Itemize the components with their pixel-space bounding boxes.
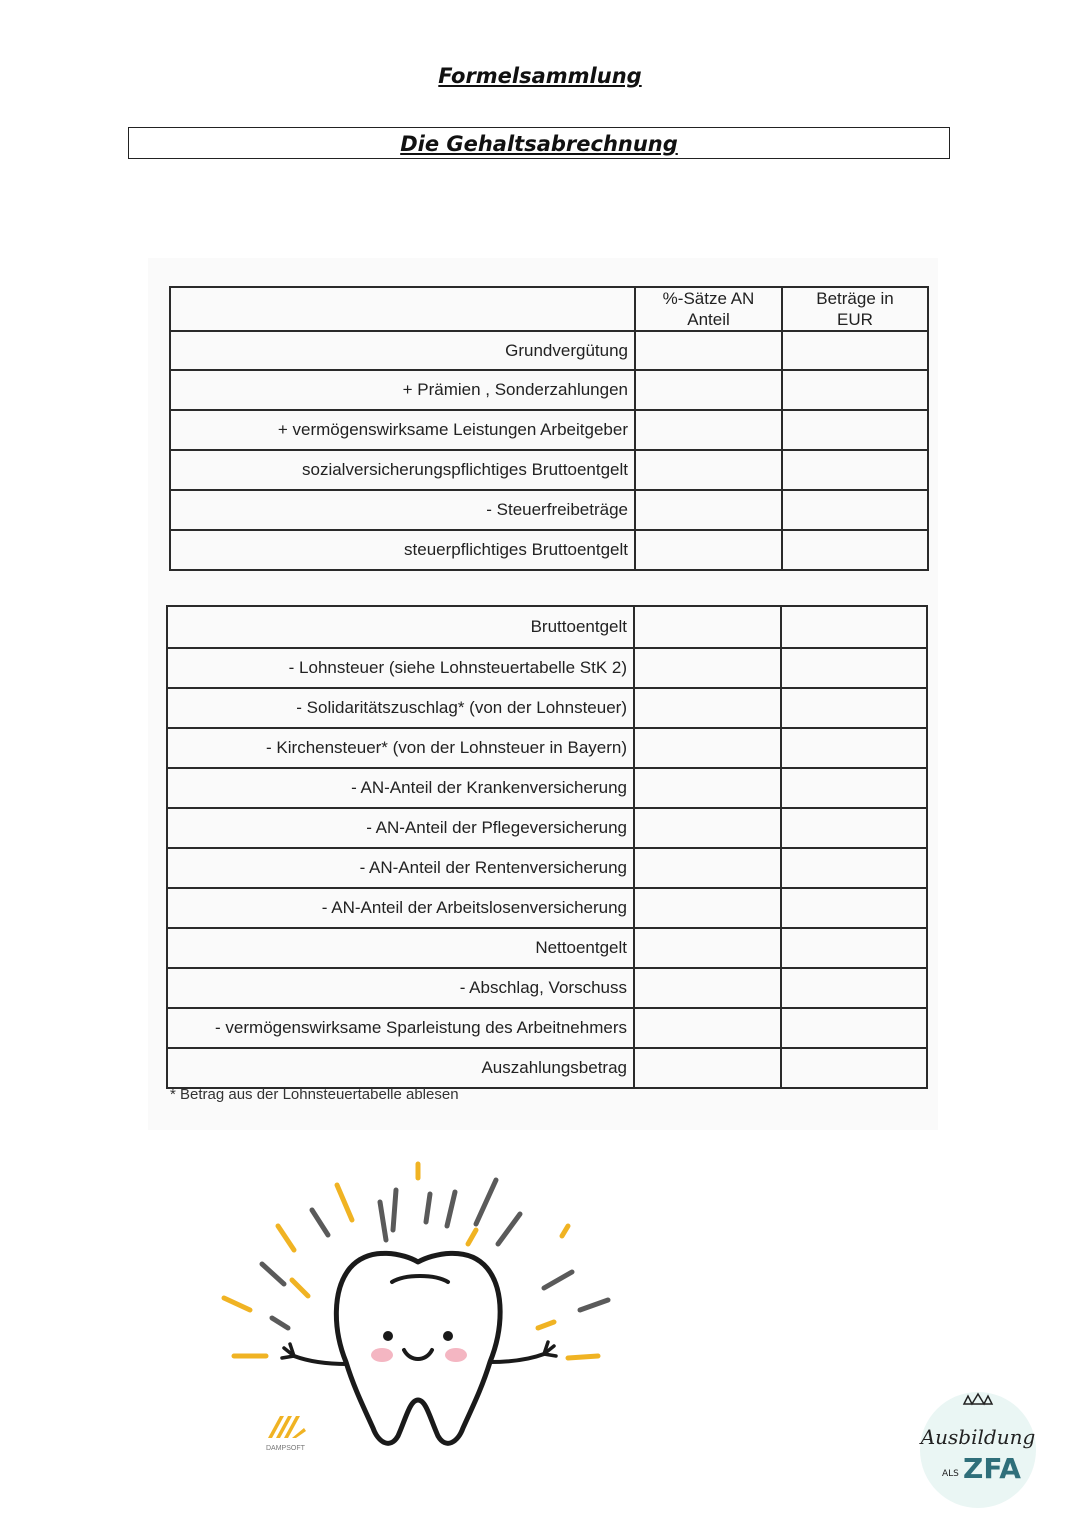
amount-cell[interactable]	[781, 808, 927, 848]
table-row	[167, 968, 927, 1008]
row-label: - AN-Anteil der Arbeitslosenversicherung	[167, 888, 634, 928]
footnote: * Betrag aus der Lohnsteuertabelle ablesen	[170, 1086, 459, 1103]
amount-cell[interactable]	[782, 370, 928, 410]
row-label: - AN-Anteil der Krankenversicherung	[167, 768, 634, 808]
amount-cell[interactable]	[782, 490, 928, 530]
right-arm	[490, 1354, 544, 1362]
row-label: Auszahlungsbetrag	[167, 1048, 634, 1088]
table-row	[167, 1048, 927, 1088]
amount-cell[interactable]	[781, 848, 927, 888]
amount-cell[interactable]	[781, 728, 927, 768]
percent-cell[interactable]	[634, 688, 781, 728]
row-label: - AN-Anteil der Pflegeversicherung	[167, 808, 634, 848]
net-salary-table	[166, 605, 928, 1089]
table-row	[167, 1008, 927, 1048]
amount-cell[interactable]	[782, 331, 928, 370]
row-label: sozialversicherungspflichtiges Bruttoentgelt	[170, 450, 635, 490]
row-label: + vermögenswirksame Leistungen Arbeitgeber	[170, 410, 635, 450]
table-row	[167, 768, 927, 808]
row-label: - Solidaritätszuschlag* (von der Lohnsteuer)	[167, 688, 634, 728]
right-hand	[544, 1342, 556, 1356]
table-row	[167, 688, 927, 728]
table-row	[167, 928, 927, 968]
percent-cell[interactable]	[634, 808, 781, 848]
percent-cell[interactable]	[634, 928, 781, 968]
amount-cell[interactable]	[781, 1048, 927, 1088]
percent-cell[interactable]	[634, 648, 781, 688]
table-header-row	[170, 287, 928, 331]
logo-text-als: ALS	[942, 1469, 959, 1479]
table-row	[167, 888, 927, 928]
row-label: - Steuerfreibeträge	[170, 490, 635, 530]
amount-cell[interactable]	[781, 688, 927, 728]
tooth-body	[336, 1253, 500, 1443]
percent-cell[interactable]	[635, 450, 782, 490]
row-label: + Prämien , Sonderzahlungen	[170, 370, 635, 410]
table-row	[170, 490, 928, 530]
row-label: steuerpflichtiges Bruttoentgelt	[170, 530, 635, 570]
percent-cell[interactable]	[634, 1008, 781, 1048]
percent-cell[interactable]	[634, 1048, 781, 1088]
row-label: - Abschlag, Vorschuss	[167, 968, 634, 1008]
right-cheek	[445, 1348, 467, 1362]
amount-cell[interactable]	[781, 768, 927, 808]
row-label: - vermögenswirksame Sparleistung des Arbeitnehmers	[167, 1008, 634, 1048]
table-row	[170, 530, 928, 570]
percent-cell[interactable]	[635, 410, 782, 450]
percent-cell[interactable]	[634, 768, 781, 808]
row-label: - Lohnsteuer (siehe Lohnsteuertabelle StK 2)	[167, 648, 634, 688]
percent-cell[interactable]	[635, 530, 782, 570]
left-arm	[294, 1356, 347, 1364]
header-percent-share	[635, 287, 782, 331]
header-amount-eur	[782, 287, 928, 331]
percent-cell[interactable]	[635, 331, 782, 370]
dampsoft-mark-icon	[268, 1416, 306, 1438]
percent-cell[interactable]	[635, 370, 782, 410]
percent-cell[interactable]	[634, 728, 781, 768]
amount-cell[interactable]	[782, 450, 928, 490]
amount-cell[interactable]	[781, 888, 927, 928]
percent-cell[interactable]	[635, 490, 782, 530]
amount-cell[interactable]	[781, 928, 927, 968]
left-hand	[282, 1344, 294, 1358]
table-row	[170, 331, 928, 370]
header-percent-line2: Anteil	[687, 310, 730, 329]
row-label: Grundvergütung	[170, 331, 635, 370]
table-row	[167, 848, 927, 888]
percent-cell[interactable]	[634, 888, 781, 928]
table-row	[167, 728, 927, 768]
amount-cell[interactable]	[781, 648, 927, 688]
table-row	[170, 450, 928, 490]
row-label: - AN-Anteil der Rentenversicherung	[167, 848, 634, 888]
amount-cell[interactable]	[781, 968, 927, 1008]
amount-cell[interactable]	[782, 530, 928, 570]
amount-cell[interactable]	[781, 606, 927, 648]
logo-background-circle	[920, 1392, 1036, 1508]
table-row	[170, 370, 928, 410]
table-row	[170, 410, 928, 450]
right-eye	[443, 1331, 453, 1341]
logo-text-ausbildung: Ausbildung	[920, 1425, 1036, 1449]
percent-cell[interactable]	[634, 968, 781, 1008]
percent-cell[interactable]	[634, 848, 781, 888]
header-empty-cell	[170, 287, 635, 331]
dampsoft-logo	[266, 1416, 306, 1452]
header-percent-line1: %-Sätze AN	[662, 289, 755, 308]
happy-tooth-illustration	[200, 1150, 630, 1470]
table-row	[167, 606, 927, 648]
table-row	[167, 808, 927, 848]
header-amount-line1: Beträge in	[816, 289, 894, 308]
row-label: Bruttoentgelt	[167, 606, 634, 648]
page-title: Formelsammlung	[438, 64, 642, 88]
section-title: Die Gehaltsabrechnung	[128, 127, 950, 159]
left-cheek	[371, 1348, 393, 1362]
amount-cell[interactable]	[781, 1008, 927, 1048]
percent-cell[interactable]	[634, 606, 781, 648]
table-row	[167, 648, 927, 688]
amount-cell[interactable]	[782, 410, 928, 450]
dampsoft-label: DAMPSOFT	[266, 1445, 305, 1452]
logo-text-zfa: ZFA	[963, 1452, 1021, 1485]
row-label: - Kirchensteuer* (von der Lohnsteuer in Bayern)	[167, 728, 634, 768]
row-label: Nettoentgelt	[167, 928, 634, 968]
gross-salary-table	[169, 286, 929, 571]
ausbildung-zfa-logo	[916, 1386, 1040, 1512]
left-eye	[383, 1331, 393, 1341]
header-amount-line2: EUR	[837, 310, 873, 329]
